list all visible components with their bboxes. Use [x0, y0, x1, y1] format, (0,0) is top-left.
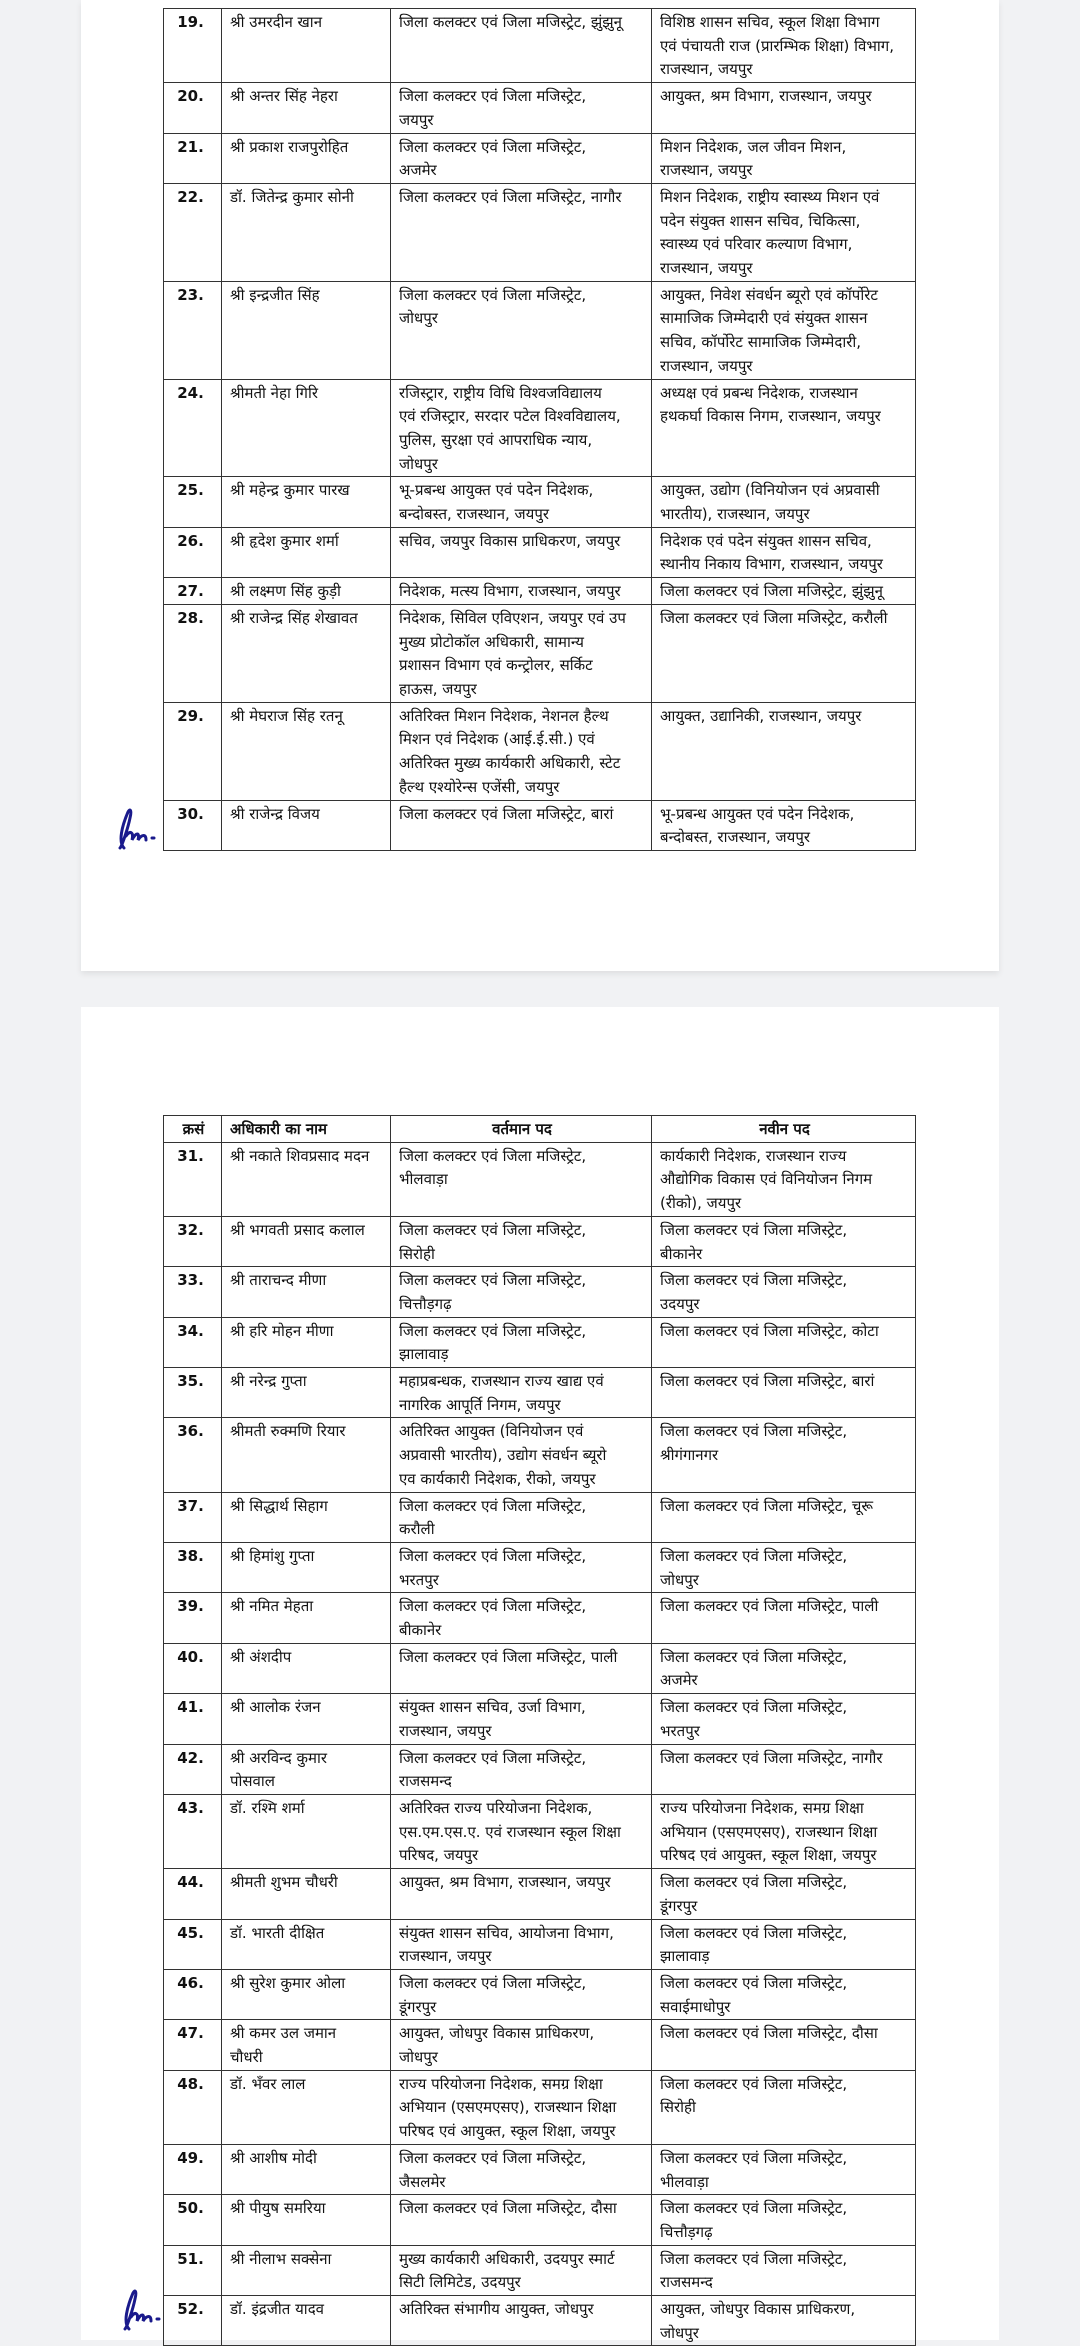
new-post-cell: जिला कलक्टर एवं जिला मजिस्ट्रेट, चित्तौड़गढ़	[652, 2195, 916, 2245]
serial-no-cell: 28.	[164, 604, 222, 702]
table-row	[164, 1216, 916, 1266]
table-row	[164, 1267, 916, 1317]
serial-no-cell: 43.	[164, 1794, 222, 1868]
table-row	[164, 604, 916, 702]
serial-no-cell: 40.	[164, 1643, 222, 1693]
current-post-cell: अतिरिक्त संभागीय आयुक्त, जोधपुर	[391, 2296, 652, 2346]
current-post-cell: जिला कलक्टर एवं जिला मजिस्ट्रेट, झालावाड़	[391, 1317, 652, 1367]
new-post-cell: निदेशक एवं पदेन संयुक्त शासन सचिव, स्थानीय निकाय विभाग, राजस्थान, जयपुर	[652, 527, 916, 577]
serial-no-cell: 41.	[164, 1694, 222, 1744]
current-post-cell: जिला कलक्टर एवं जिला मजिस्ट्रेट, भरतपुर	[391, 1542, 652, 1592]
new-post-cell: जिला कलक्टर एवं जिला मजिस्ट्रेट, श्रीगंगानगर	[652, 1418, 916, 1492]
officer-name-cell: श्रीमती नेहा गिरि	[222, 379, 391, 477]
current-post-cell: आयुक्त, श्रम विभाग, राजस्थान, जयपुर	[391, 1869, 652, 1919]
officer-name-cell: श्री राजेन्द्र विजय	[222, 800, 391, 850]
officer-name-cell: श्री हिमांशु गुप्ता	[222, 1542, 391, 1592]
officer-name-cell: श्री नकाते शिवप्रसाद मदन	[222, 1142, 391, 1216]
new-post-cell: जिला कलक्टर एवं जिला मजिस्ट्रेट, भरतपुर	[652, 1694, 916, 1744]
officer-name-cell: डॉ. भारती दीक्षित	[222, 1919, 391, 1969]
new-post-cell: मिशन निदेशक, जल जीवन मिशन, राजस्थान, जयपुर	[652, 133, 916, 183]
current-post-cell: निदेशक, सिविल एविएशन, जयपुर एवं उप मुख्य प्रोटोकॉल अधिकारी, सामान्य प्रशासन विभाग एवं कन्ट्रोलर, सर्किट हाऊस, जयपुर	[391, 604, 652, 702]
officer-name-cell: श्री नीलाभ सक्सेना	[222, 2245, 391, 2295]
table-row	[164, 1969, 916, 2019]
serial-no-cell: 44.	[164, 1869, 222, 1919]
serial-no-cell: 19.	[164, 9, 222, 83]
current-post-cell: जिला कलक्टर एवं जिला मजिस्ट्रेट, नागौर	[391, 183, 652, 281]
serial-no-cell: 31.	[164, 1142, 222, 1216]
new-post-cell: भू-प्रबन्ध आयुक्त एवं पदेन निदेशक, बन्दोबस्त, राजस्थान, जयपुर	[652, 800, 916, 850]
officer-name-cell: श्री ताराचन्द मीणा	[222, 1267, 391, 1317]
table-row	[164, 281, 916, 379]
serial-no-cell: 22.	[164, 183, 222, 281]
new-post-cell: जिला कलक्टर एवं जिला मजिस्ट्रेट, चूरू	[652, 1492, 916, 1542]
new-post-cell: राज्य परियोजना निदेशक, समग्र शिक्षा अभियान (एसएमएसए), राजस्थान शिक्षा परिषद एवं आयुक्त, स्कूल शिक्षा, जयपुर	[652, 1794, 916, 1868]
table-row	[164, 1492, 916, 1542]
officer-name-cell: श्री आशीष मोदी	[222, 2144, 391, 2194]
table-row	[164, 578, 916, 605]
officer-transfer-table-part-1	[163, 8, 916, 851]
current-post-cell: संयुक्त शासन सचिव, आयोजना विभाग, राजस्थान, जयपुर	[391, 1919, 652, 1969]
current-post-cell: जिला कलक्टर एवं जिला मजिस्ट्रेट, करौली	[391, 1492, 652, 1542]
current-post-cell: अतिरिक्त आयुक्त (विनियोजन एवं अप्रवासी भारतीय), उद्योग संवर्धन ब्यूरो एव कार्यकारी निदेशक, रीको, जयपुर	[391, 1418, 652, 1492]
new-post-cell: जिला कलक्टर एवं जिला मजिस्ट्रेट, जोधपुर	[652, 1542, 916, 1592]
officer-name-cell: श्री कमर उल जमान चौधरी	[222, 2020, 391, 2070]
new-post-cell: आयुक्त, उद्योग (विनियोजन एवं अप्रवासी भारतीय), राजस्थान, जयपुर	[652, 477, 916, 527]
serial-no-cell: 51.	[164, 2245, 222, 2295]
current-post-cell: जिला कलक्टर एवं जिला मजिस्ट्रेट, जैसलमेर	[391, 2144, 652, 2194]
table-row	[164, 1368, 916, 1418]
serial-no-cell: 35.	[164, 1368, 222, 1418]
current-post-cell: भू-प्रबन्ध आयुक्त एवं पदेन निदेशक, बन्दोबस्त, राजस्थान, जयपुर	[391, 477, 652, 527]
serial-no-cell: 45.	[164, 1919, 222, 1969]
table-row	[164, 379, 916, 477]
table-row	[164, 2296, 916, 2346]
new-post-cell: जिला कलक्टर एवं जिला मजिस्ट्रेट, दौसा	[652, 2020, 916, 2070]
new-post-cell: जिला कलक्टर एवं जिला मजिस्ट्रेट, उदयपुर	[652, 1267, 916, 1317]
new-post-cell: मिशन निदेशक, राष्ट्रीय स्वास्थ्य मिशन एवं पदेन संयुक्त शासन सचिव, चिकित्सा, स्वास्थ्य एवं परिवार कल्याण विभाग, राजस्थान, जयपुर	[652, 183, 916, 281]
table-row	[164, 183, 916, 281]
officer-name-cell: श्री अंशदीप	[222, 1643, 391, 1693]
current-post-cell: मुख्य कार्यकारी अधिकारी, उदयपुर स्मार्ट सिटी लिमिटेड, उदयपुर	[391, 2245, 652, 2295]
officer-name-cell: श्री नमित मेहता	[222, 1593, 391, 1643]
current-post-cell: जिला कलक्टर एवं जिला मजिस्ट्रेट, बीकानेर	[391, 1593, 652, 1643]
current-post-cell: जिला कलक्टर एवं जिला मजिस्ट्रेट, भीलवाड़ा	[391, 1142, 652, 1216]
new-post-cell: आयुक्त, उद्यानिकी, राजस्थान, जयपुर	[652, 702, 916, 800]
table-row	[164, 2020, 916, 2070]
table-row	[164, 1142, 916, 1216]
table-row	[164, 2195, 916, 2245]
serial-no-cell: 36.	[164, 1418, 222, 1492]
table-row	[164, 800, 916, 850]
current-post-cell: महाप्रबन्धक, राजस्थान राज्य खाद्य एवं नागरिक आपूर्ति निगम, जयपुर	[391, 1368, 652, 1418]
new-post-cell: जिला कलक्टर एवं जिला मजिस्ट्रेट, अजमेर	[652, 1643, 916, 1693]
officer-name-cell: श्री राजेन्द्र सिंह शेखावत	[222, 604, 391, 702]
current-post-cell: जिला कलक्टर एवं जिला मजिस्ट्रेट, डूंगरपुर	[391, 1969, 652, 2019]
officer-name-cell: श्री सुरेश कुमार ओला	[222, 1969, 391, 2019]
current-post-cell: जिला कलक्टर एवं जिला मजिस्ट्रेट, जोधपुर	[391, 281, 652, 379]
officer-name-cell: श्री हृदेश कुमार शर्मा	[222, 527, 391, 577]
new-post-cell: विशिष्ठ शासन सचिव, स्कूल शिक्षा विभाग एवं पंचायती राज (प्रारम्भिक शिक्षा) विभाग, राजस्थान, जयपुर	[652, 9, 916, 83]
header-current-post: वर्तमान पद	[391, 1116, 652, 1143]
serial-no-cell: 42.	[164, 1744, 222, 1794]
current-post-cell: जिला कलक्टर एवं जिला मजिस्ट्रेट, सिरोही	[391, 1216, 652, 1266]
document-page-2	[81, 1007, 999, 2340]
serial-no-cell: 37.	[164, 1492, 222, 1542]
serial-no-cell: 34.	[164, 1317, 222, 1367]
new-post-cell: कार्यकारी निदेशक, राजस्थान राज्य औद्योगिक विकास एवं विनियोजन निगम (रीको), जयपुर	[652, 1142, 916, 1216]
table-row	[164, 1643, 916, 1693]
new-post-cell: जिला कलक्टर एवं जिला मजिस्ट्रेट, नागौर	[652, 1744, 916, 1794]
header-officer-name: अधिकारी का नाम	[222, 1116, 391, 1143]
officer-name-cell: श्री आलोक रंजन	[222, 1694, 391, 1744]
officer-name-cell: श्री अरविन्द कुमार पोसवाल	[222, 1744, 391, 1794]
officer-name-cell: श्री नरेन्द्र गुप्ता	[222, 1368, 391, 1418]
table-row	[164, 2245, 916, 2295]
officer-name-cell: श्री मेघराज सिंह रतनू	[222, 702, 391, 800]
current-post-cell: जिला कलक्टर एवं जिला मजिस्ट्रेट, चित्तौड़गढ़	[391, 1267, 652, 1317]
new-post-cell: आयुक्त, श्रम विभाग, राजस्थान, जयपुर	[652, 83, 916, 133]
serial-no-cell: 49.	[164, 2144, 222, 2194]
current-post-cell: जिला कलक्टर एवं जिला मजिस्ट्रेट, पाली	[391, 1643, 652, 1693]
table-row	[164, 1744, 916, 1794]
serial-no-cell: 46.	[164, 1969, 222, 2019]
serial-no-cell: 20.	[164, 83, 222, 133]
document-page-1	[81, 0, 999, 971]
new-post-cell: जिला कलक्टर एवं जिला मजिस्ट्रेट, करौली	[652, 604, 916, 702]
new-post-cell: जिला कलक्टर एवं जिला मजिस्ट्रेट, झुंझुनू	[652, 578, 916, 605]
table-row	[164, 477, 916, 527]
officer-name-cell: श्री सिद्धार्थ सिहाग	[222, 1492, 391, 1542]
new-post-cell: जिला कलक्टर एवं जिला मजिस्ट्रेट, डूंगरपुर	[652, 1869, 916, 1919]
officer-name-cell: डॉ. भँवर लाल	[222, 2070, 391, 2144]
table-header-row	[164, 1116, 916, 1143]
table-row	[164, 1694, 916, 1744]
current-post-cell: सचिव, जयपुर विकास प्राधिकरण, जयपुर	[391, 527, 652, 577]
serial-no-cell: 32.	[164, 1216, 222, 1266]
table-row	[164, 83, 916, 133]
officer-name-cell: श्री भगवती प्रसाद कलाल	[222, 1216, 391, 1266]
table-row	[164, 1869, 916, 1919]
officer-name-cell: श्री उमरदीन खान	[222, 9, 391, 83]
table-row	[164, 1317, 916, 1367]
officer-name-cell: श्री प्रकाश राजपुरोहित	[222, 133, 391, 183]
table-row	[164, 1593, 916, 1643]
current-post-cell: आयुक्त, जोधपुर विकास प्राधिकरण, जोधपुर	[391, 2020, 652, 2070]
serial-no-cell: 48.	[164, 2070, 222, 2144]
new-post-cell: जिला कलक्टर एवं जिला मजिस्ट्रेट, कोटा	[652, 1317, 916, 1367]
current-post-cell: जिला कलक्टर एवं जिला मजिस्ट्रेट, जयपुर	[391, 83, 652, 133]
new-post-cell: आयुक्त, निवेश संवर्धन ब्यूरो एवं कॉर्पोरेट सामाजिक जिम्मेदारी एवं संयुक्त शासन सचिव, कॉर्पोरेट सामाजिक जिम्मेदारी, राजस्थान, जयपुर	[652, 281, 916, 379]
current-post-cell: जिला कलक्टर एवं जिला मजिस्ट्रेट, दौसा	[391, 2195, 652, 2245]
header-serial-no: क्रसं	[164, 1116, 222, 1143]
table-row	[164, 702, 916, 800]
table-row	[164, 1794, 916, 1868]
new-post-cell: जिला कलक्टर एवं जिला मजिस्ट्रेट, पाली	[652, 1593, 916, 1643]
officer-name-cell: श्री हरि मोहन मीणा	[222, 1317, 391, 1367]
current-post-cell: जिला कलक्टर एवं जिला मजिस्ट्रेट, राजसमन्द	[391, 1744, 652, 1794]
serial-no-cell: 33.	[164, 1267, 222, 1317]
officer-name-cell: डॉ. रश्मि शर्मा	[222, 1794, 391, 1868]
officer-name-cell: डॉ. जितेन्द्र कुमार सोनी	[222, 183, 391, 281]
current-post-cell: राज्य परियोजना निदेशक, समग्र शिक्षा अभियान (एसएमएसए), राजस्थान शिक्षा परिषद एवं आयुक्त, स्कूल शिक्षा, जयपुर	[391, 2070, 652, 2144]
current-post-cell: जिला कलक्टर एवं जिला मजिस्ट्रेट, झुंझुनू	[391, 9, 652, 83]
new-post-cell: जिला कलक्टर एवं जिला मजिस्ट्रेट, झालावाड़	[652, 1919, 916, 1969]
table-row	[164, 527, 916, 577]
serial-no-cell: 30.	[164, 800, 222, 850]
table-row	[164, 1418, 916, 1492]
serial-no-cell: 39.	[164, 1593, 222, 1643]
new-post-cell: जिला कलक्टर एवं जिला मजिस्ट्रेट, बीकानेर	[652, 1216, 916, 1266]
serial-no-cell: 50.	[164, 2195, 222, 2245]
serial-no-cell: 21.	[164, 133, 222, 183]
table-row	[164, 2070, 916, 2144]
officer-name-cell: श्री अन्तर सिंह नेहरा	[222, 83, 391, 133]
new-post-cell: जिला कलक्टर एवं जिला मजिस्ट्रेट, सिरोही	[652, 2070, 916, 2144]
table-row	[164, 9, 916, 83]
new-post-cell: अध्यक्ष एवं प्रबन्ध निदेशक, राजस्थान हथकर्घा विकास निगम, राजस्थान, जयपुर	[652, 379, 916, 477]
serial-no-cell: 25.	[164, 477, 222, 527]
serial-no-cell: 29.	[164, 702, 222, 800]
table-row	[164, 1919, 916, 1969]
officer-name-cell: डॉ. इंद्रजीत यादव	[222, 2296, 391, 2346]
current-post-cell: संयुक्त शासन सचिव, उर्जा विभाग, राजस्थान, जयपुर	[391, 1694, 652, 1744]
table-row	[164, 133, 916, 183]
officer-name-cell: श्री इन्द्रजीत सिंह	[222, 281, 391, 379]
officer-name-cell: श्री पीयुष समरिया	[222, 2195, 391, 2245]
serial-no-cell: 24.	[164, 379, 222, 477]
serial-no-cell: 23.	[164, 281, 222, 379]
serial-no-cell: 52.	[164, 2296, 222, 2346]
officer-name-cell: श्रीमती शुभम चौधरी	[222, 1869, 391, 1919]
officer-name-cell: श्रीमती रुक्मणि रियार	[222, 1418, 391, 1492]
current-post-cell: जिला कलक्टर एवं जिला मजिस्ट्रेट, बारां	[391, 800, 652, 850]
officer-transfer-table-part-2	[163, 1115, 916, 2346]
new-post-cell: आयुक्त, जोधपुर विकास प्राधिकरण, जोधपुर	[652, 2296, 916, 2346]
current-post-cell: रजिस्ट्रार, राष्ट्रीय विधि विश्वजविद्यालय एवं रजिस्ट्रार, सरदार पटेल विश्वविद्यालय, पुलिस, सुरक्षा एवं आपराधिक न्याय, जोधपुर	[391, 379, 652, 477]
current-post-cell: अतिरिक्त राज्य परियोजना निदेशक, एस.एम.एस.ए. एवं राजस्थान स्कूल शिक्षा परिषद, जयपुर	[391, 1794, 652, 1868]
new-post-cell: जिला कलक्टर एवं जिला मजिस्ट्रेट, सवाईमाधोपुर	[652, 1969, 916, 2019]
new-post-cell: जिला कलक्टर एवं जिला मजिस्ट्रेट, राजसमन्द	[652, 2245, 916, 2295]
officer-name-cell: श्री लक्ष्मण सिंह कुड़ी	[222, 578, 391, 605]
current-post-cell: अतिरिक्त मिशन निदेशक, नेशनल हैल्थ मिशन एवं निदेशक (आई.ई.सी.) एवं अतिरिक्त मुख्य कार्यकारी अधिकारी, स्टेट हैल्थ एश्योरेन्स एजेंसी, जयपुर	[391, 702, 652, 800]
current-post-cell: निदेशक, मत्स्य विभाग, राजस्थान, जयपुर	[391, 578, 652, 605]
signature-icon	[121, 2287, 165, 2333]
new-post-cell: जिला कलक्टर एवं जिला मजिस्ट्रेट, भीलवाड़ा	[652, 2144, 916, 2194]
table-row	[164, 1542, 916, 1592]
serial-no-cell: 27.	[164, 578, 222, 605]
serial-no-cell: 47.	[164, 2020, 222, 2070]
current-post-cell: जिला कलक्टर एवं जिला मजिस्ट्रेट, अजमेर	[391, 133, 652, 183]
header-new-post: नवीन पद	[652, 1116, 916, 1143]
officer-name-cell: श्री महेन्द्र कुमार पारख	[222, 477, 391, 527]
serial-no-cell: 26.	[164, 527, 222, 577]
new-post-cell: जिला कलक्टर एवं जिला मजिस्ट्रेट, बारां	[652, 1368, 916, 1418]
serial-no-cell: 38.	[164, 1542, 222, 1592]
table-row	[164, 2144, 916, 2194]
signature-icon	[116, 806, 160, 852]
